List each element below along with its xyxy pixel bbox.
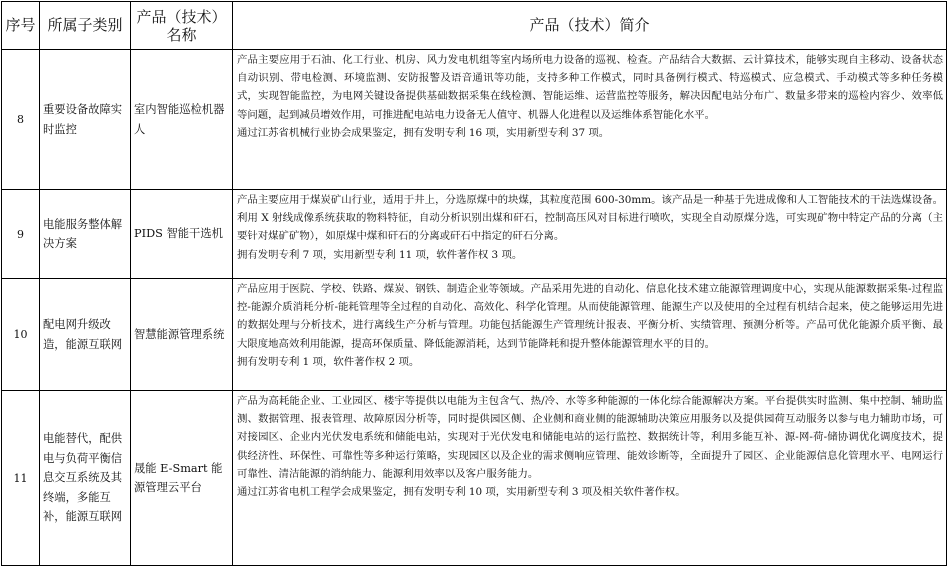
row-note: 通过江苏省机械行业协会成果鉴定，拥有发明专利 16 项，实用新型专利 37 项。 <box>237 126 610 139</box>
product-table <box>1 1 947 566</box>
table-row <box>2 391 947 566</box>
row-product-name: 智慧能源管理系统 <box>131 279 233 391</box>
row-description: 产品主要应用于煤炭矿山行业，适用于井上，分选原煤中的块煤，其粒度范围 600-30mm。该产品是一种基于先进成像和人工智能技术的干法选煤设备。利用 X 射线成像系统获取的物料特征，自动分析识别出煤和矸石，控制高压风对目标进行喷吹，实现全自动原煤分选，可实现矿物中特定产品的分离（主要针对煤矿矿物），如原煤中煤和矸石的分离或矸石中指定的矸石分离。 <box>237 194 943 243</box>
row-description: 产品应用于医院、学校、铁路、煤炭、钢铁、制造企业等领域。产品采用先进的自动化、信息化技术建立能源管理调度中心，实现从能源数据采集-过程监控-能源介质消耗分析-能耗管理等全过程的自动化、高效化、科学化管理。从而使能源管理、能源生产以及使用的全过程有机结合起来，使之能够运用先进的数据处理与分析技术，进行离线生产分析与管理。功能包括能源生产管理统计报表、平衡分析、实绩管理、预测分析等。产品可优化能源介质平衡、最大限度地高效利用能源，提高环保质量、降低能源消耗，达到节能降耗和提升整体能源管理水平的目的。 <box>237 283 943 350</box>
row-number: 8 <box>2 50 40 190</box>
row-description-cell <box>233 50 947 190</box>
row-description: 产品主要应用于石油、化工行业、机房、风力发电机组等室内场所电力设备的巡视、检查。产品结合大数据、云计算技术，能够实现自主移动、设备状态自动识别、带电检测、环境监测、安防报警及语音通讯等功能，支持多种工作模式，同时具备例行模式、特巡模式、应急模式、手动模式等多种任务模式，实现智能监控，为电网关键设备提供基础数据采集在线检测、智能运维、运营监控等服务，解决因配电站分布广、数量多带来的巡检内容少、效率低等问题，起到减员增效作用，可推进配电站电力设备无人值守、机器人化进程以及运维体系智能化水平。 <box>237 54 943 121</box>
row-category: 重要设备故障实时监控 <box>40 50 131 190</box>
row-category: 电能服务整体解决方案 <box>40 190 131 279</box>
table-row <box>2 50 947 190</box>
row-description-cell <box>233 279 947 391</box>
row-description-cell <box>233 391 947 566</box>
row-number: 11 <box>2 391 40 566</box>
row-description: 产品为高耗能企业、工业园区、楼宇等提供以电能为主包含气、热/冷、水等多种能源的一体化综合能源解决方案。平台提供实时监测、集中控制、辅助监测、数据管理、报表管理、故障原因分析等，同时提供园区侧、企业侧和商业侧的能源辅助决策应用服务以及提供园荷互动服务以参与电力辅助市场，可对接园区、企业内光伏发电系统和储能电站，实现对于光伏发电和储能电站的运行监控、数据统计等，利用多能互补、源-网-荷-储协调优化调度技术，提供经济性、环保性、可靠性等多种运行策略，实现园区以及企业的需求侧响应管理、能效诊断等，全面提升了园区、企业能源信息化管理水平、电网运行可靠性、清洁能源的消纳能力、能源利用效率以及客户服务能力。 <box>237 395 943 480</box>
row-product-name: PIDS 智能干选机 <box>131 190 233 279</box>
row-category: 电能替代，配供电与负荷平衡信息交互系统及其终端，多能互补，能源互联网 <box>40 391 131 566</box>
row-category: 配电网升级改造，能源互联网 <box>40 279 131 391</box>
row-number: 9 <box>2 190 40 279</box>
row-product-name: 室内智能巡检机器人 <box>131 50 233 190</box>
header-category: 所属子类别 <box>40 2 131 50</box>
row-description-cell <box>233 190 947 279</box>
row-product-name: 晟能 E-Smart 能源管理云平台 <box>131 391 233 566</box>
row-number: 10 <box>2 279 40 391</box>
table-row <box>2 279 947 391</box>
row-note: 通过江苏省电机工程学会成果鉴定，拥有发明专利 10 项，实用新型专利 3 项及相关软件著作权。 <box>237 486 686 499</box>
header-intro: 产品（技术）简介 <box>233 2 947 50</box>
header-row <box>2 2 947 50</box>
row-note: 拥有发明专利 7 项，实用新型专利 11 项，软件著作权 3 项。 <box>237 248 523 261</box>
header-no: 序号 <box>2 2 40 50</box>
row-note: 拥有发明专利 1 项，软件著作权 2 项。 <box>237 355 420 368</box>
table-row <box>2 190 947 279</box>
header-name: 产品（技术）名称 <box>131 2 233 50</box>
